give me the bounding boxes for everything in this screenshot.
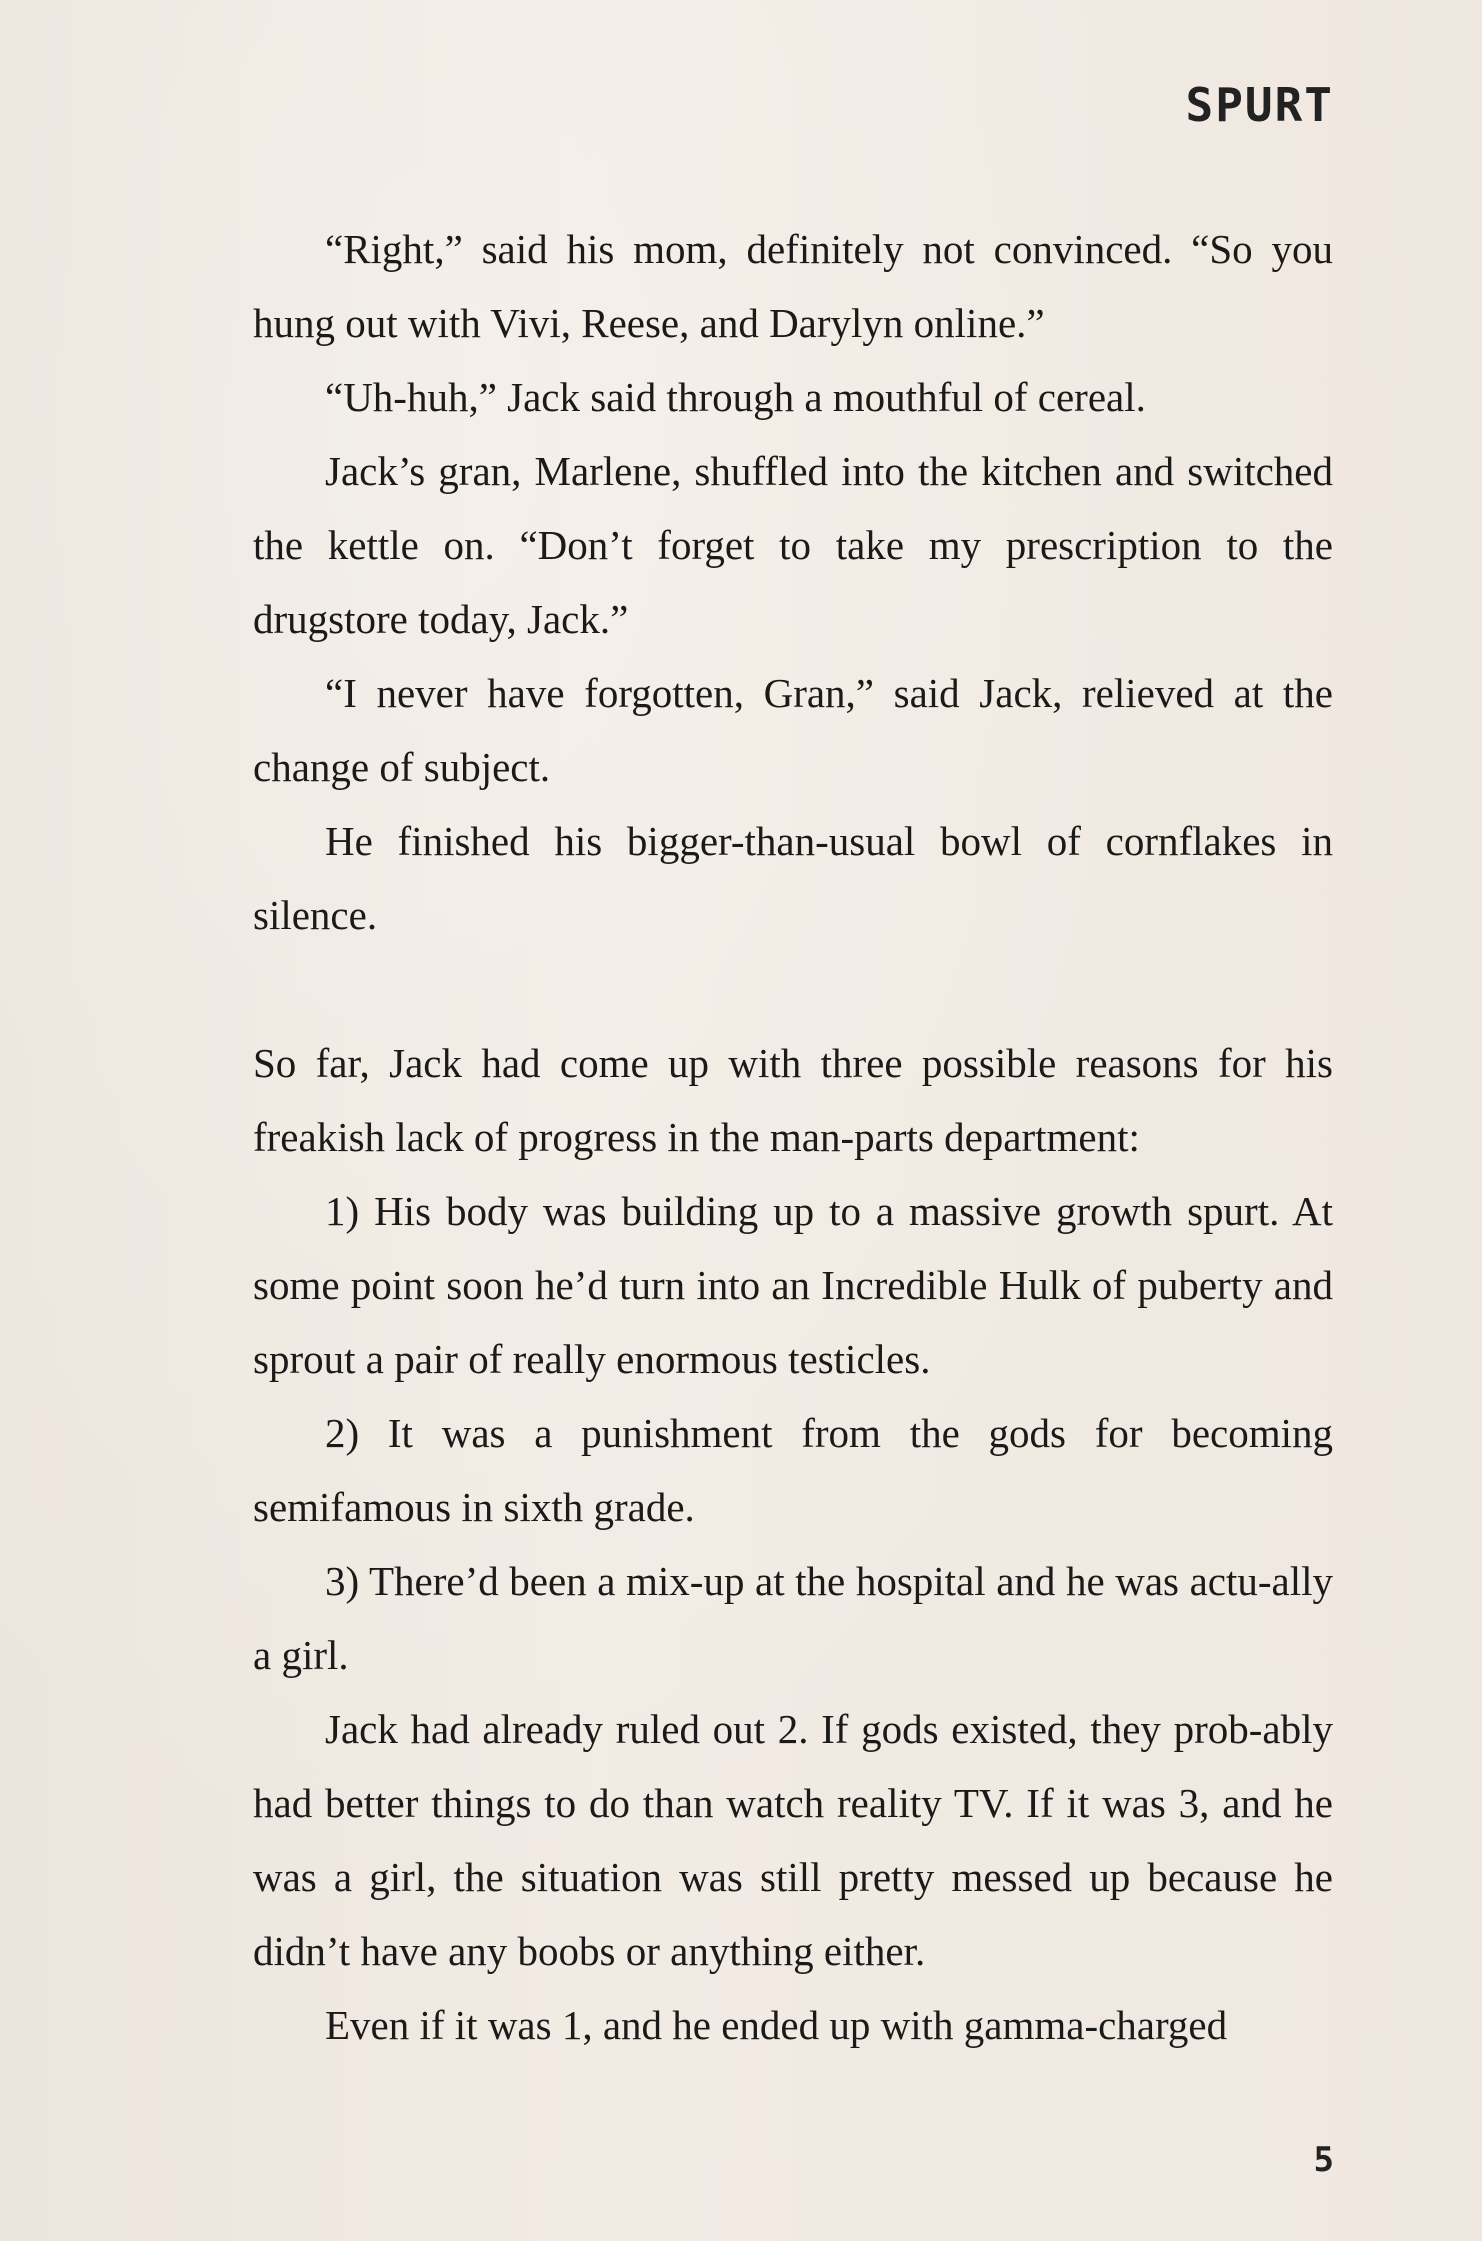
section-first-paragraph: So far, Jack had come up with three possible reasons for his freakish lack of progress in the man-parts department:: [253, 1040, 1333, 1160]
paragraph: “Right,” said his mom, definitely not convinced. “So you hung out with Vivi, Reese, and Darylyn online.”: [253, 226, 1333, 346]
body-text: [253, 212, 1333, 2062]
paragraph: He finished his bigger-than-usual bowl of cornflakes in silence.: [253, 818, 1333, 938]
paragraph: Even if it was 1, and he ended up with gamma-charged: [325, 2002, 1228, 2048]
paragraph: Jack had already ruled out 2. If gods existed, they prob-ably had better things to do than watch reality TV. If it was 3, and he was a girl, the situation was still pretty messed up because he didn’t have any boobs or anything either.: [253, 1706, 1333, 1974]
list-paragraph: 3) There’d been a mix-up at the hospital and he was actu-ally a girl.: [253, 1558, 1333, 1678]
page-number: 5: [1313, 2140, 1334, 2180]
paragraph: “Uh-huh,” Jack said through a mouthful of cereal.: [325, 374, 1146, 420]
list-paragraph: 1) His body was building up to a massive growth spurt. At some point soon he’d turn into an Incredible Hulk of puberty and sprout a pair of really enormous testicles.: [253, 1188, 1333, 1382]
paragraph: Jack’s gran, Marlene, shuffled into the kitchen and switched the kettle on. “Don’t forget to take my prescription to the drugstore today, Jack.”: [253, 448, 1333, 642]
list-paragraph: 2) It was a punishment from the gods for becoming semifamous in sixth grade.: [253, 1410, 1333, 1530]
paragraph: “I never have forgotten, Gran,” said Jack, relieved at the change of subject.: [253, 670, 1333, 790]
running-head-title: SPURT: [1185, 78, 1334, 132]
